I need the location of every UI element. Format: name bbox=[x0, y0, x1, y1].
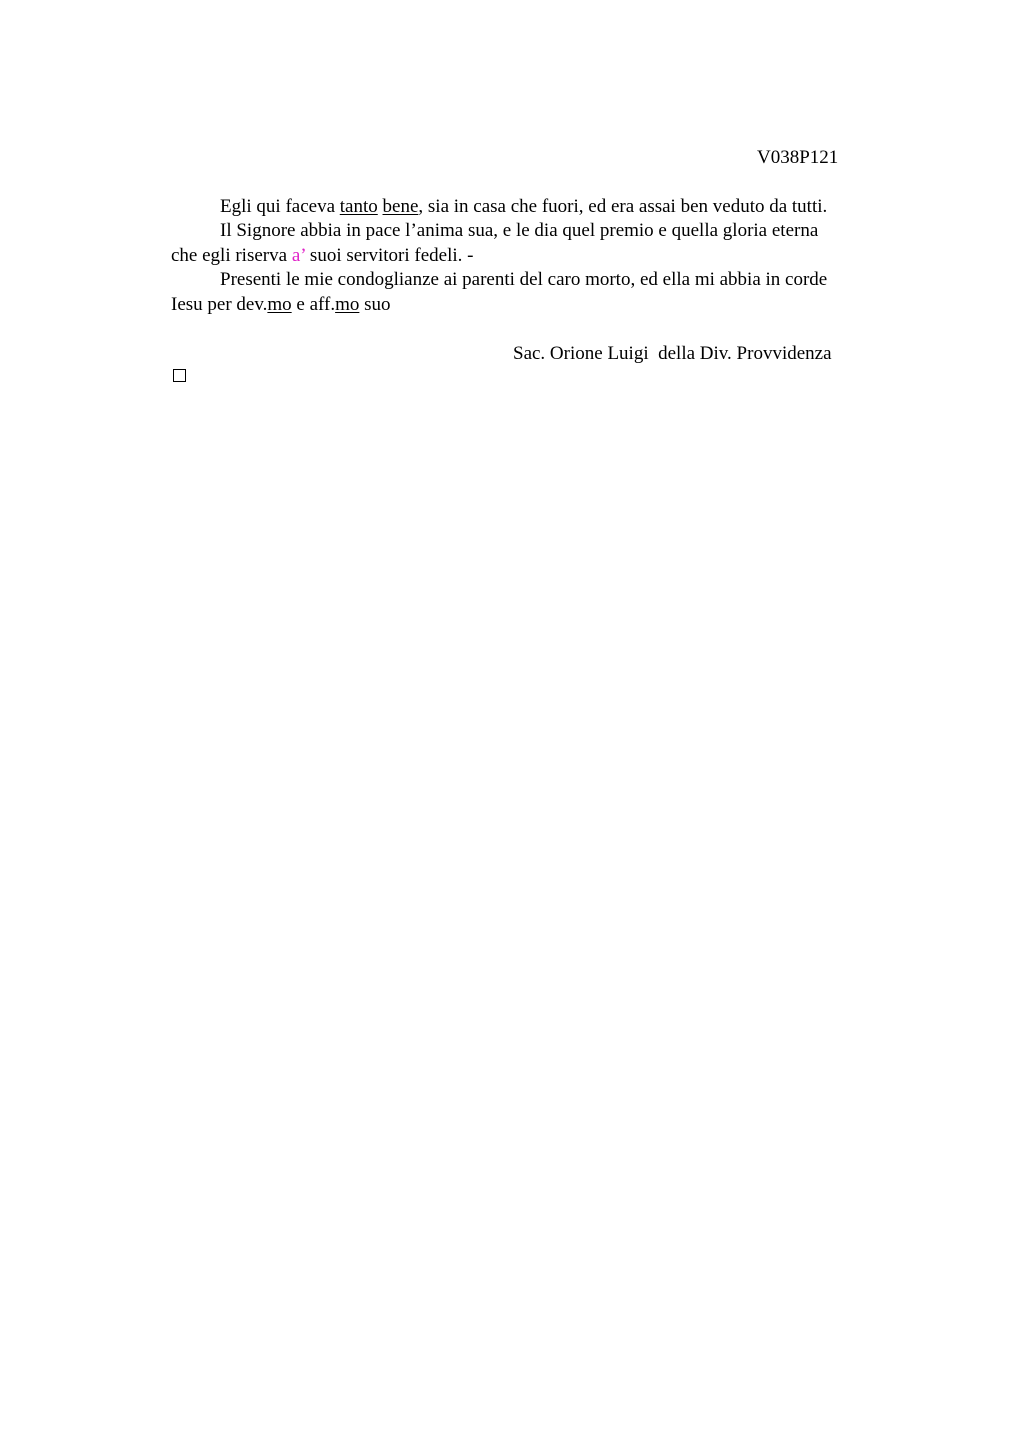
signature-line: Sac. Orione Luigi della Div. Provvidenza bbox=[513, 343, 832, 364]
text-segment: Egli qui faceva bbox=[220, 196, 340, 217]
underlined-word-bene: bene bbox=[382, 196, 419, 217]
paragraph-3-line-2 bbox=[171, 293, 891, 317]
underlined-superscript-mo: mo bbox=[267, 293, 292, 315]
text-segment: suoi servitori fedeli. - bbox=[305, 244, 474, 266]
page-code: V038P121 bbox=[757, 147, 839, 168]
underlined-superscript-mo: mo bbox=[335, 293, 360, 315]
text-segment: e aff. bbox=[291, 293, 336, 315]
highlighted-word: a’ bbox=[291, 244, 306, 266]
underlined-word-tanto: tanto bbox=[339, 196, 378, 217]
text-segment: Iesu per dev. bbox=[171, 293, 268, 315]
empty-square-icon bbox=[173, 369, 186, 382]
paragraph-2-line-2 bbox=[171, 244, 891, 268]
text-segment: che egli riserva bbox=[171, 244, 292, 266]
text-segment: suo bbox=[359, 293, 391, 315]
paragraph-2-line-1: Il Signore abbia in pace l’anima sua, e le dia quel premio e quella gloria eterna bbox=[220, 220, 819, 242]
paragraph-1-line-1 bbox=[171, 195, 891, 219]
paragraph-3-line-1: Presenti le mie condoglianze ai parenti del caro morto, ed ella mi abbia in corde bbox=[220, 269, 828, 291]
text-segment: , sia in casa che fuori, ed era assai ben veduto da tutti. bbox=[418, 196, 828, 217]
letter-body bbox=[171, 195, 891, 317]
